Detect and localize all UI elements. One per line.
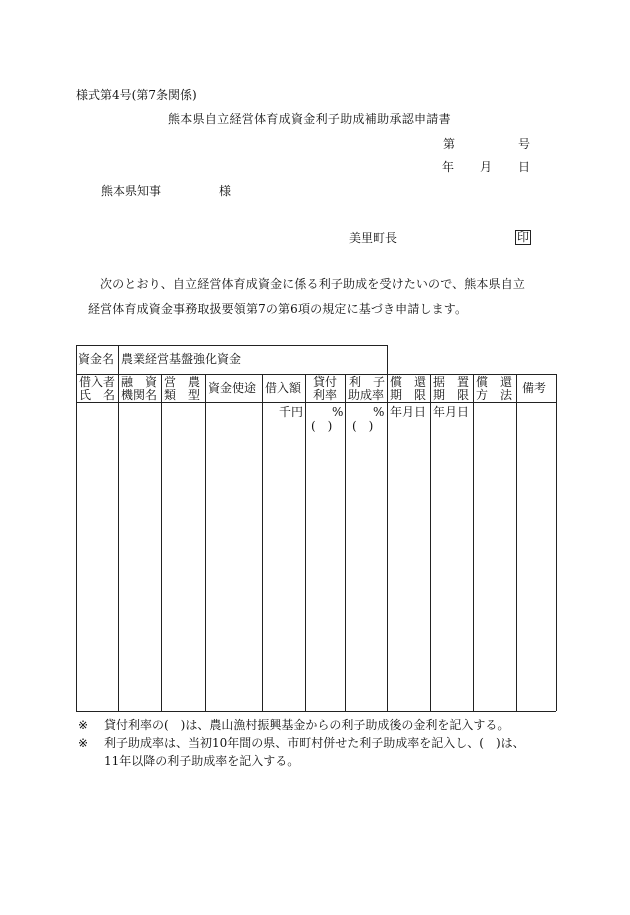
date-month: 月 bbox=[480, 160, 493, 174]
unit-grace-date: 年月日 bbox=[433, 405, 470, 419]
date-day: 日 bbox=[518, 160, 531, 174]
note-1 bbox=[78, 716, 558, 734]
unit-rate-paren: ( ) bbox=[311, 419, 333, 433]
document-title: 熊本県自立経営体育成資金利子助成補助承認申請書 bbox=[168, 112, 451, 126]
col-borrower-line1: 借入者 bbox=[79, 375, 116, 389]
unit-amount: 千円 bbox=[279, 405, 304, 419]
form-number: 様式第4号(第7条関係) bbox=[76, 88, 197, 102]
col-farm-type-line2: 類 型 bbox=[164, 388, 201, 402]
body-line-1: 次のとおり、自立経営体育成資金に係る利子助成を受けたいので、熊本県自立 bbox=[100, 277, 526, 291]
note-mark: ※ bbox=[78, 736, 89, 750]
body-paragraph bbox=[76, 272, 556, 322]
col-farm-type-line1: 営 農 bbox=[164, 375, 201, 389]
addressee-honorific: 様 bbox=[219, 184, 232, 198]
note-1-text: 貸付利率の( )は、農山漁村振興基金からの利子助成後の金利を記入する。 bbox=[104, 718, 510, 732]
col-repay-method-line1: 償 還 bbox=[476, 375, 513, 389]
number-prefix: 第 bbox=[443, 137, 456, 151]
unit-repay-date: 年月日 bbox=[390, 405, 427, 419]
col-grace-deadline-line1: 据 置 bbox=[433, 375, 470, 389]
body-line-2: 経営体育成資金事務取扱要領第7の第6項の規定に基づき申請します。 bbox=[88, 302, 468, 316]
seal-mark: 印 bbox=[517, 230, 530, 244]
col-repay-deadline-line2: 期 限 bbox=[390, 388, 427, 402]
note-2-text-line1: 利子助成率は、当初10年間の県、市町村併せた利子助成率を記入し、( )は、 bbox=[104, 736, 525, 750]
notes-section bbox=[78, 716, 558, 770]
col-lender-line2: 機関名 bbox=[121, 388, 158, 402]
date-year: 年 bbox=[442, 160, 455, 174]
number-suffix: 号 bbox=[518, 137, 531, 151]
col-loan-amount: 借入額 bbox=[265, 381, 302, 395]
col-loan-rate-line2: 利率 bbox=[313, 388, 338, 402]
applicant-label: 美里町長 bbox=[349, 231, 398, 245]
col-subsidy-rate-line1: 利 子 bbox=[349, 375, 386, 389]
addressee-label: 熊本県知事 bbox=[101, 184, 162, 198]
unit-subsidy-percent: % bbox=[373, 405, 385, 419]
note-2 bbox=[78, 734, 558, 752]
col-lender-line1: 融 資 bbox=[121, 375, 158, 389]
col-borrower-line2: 氏 名 bbox=[79, 388, 116, 402]
fund-name-value: 農業経営基盤強化資金 bbox=[121, 352, 242, 366]
unit-rate-percent: % bbox=[332, 405, 344, 419]
col-subsidy-rate-line2: 助成率 bbox=[348, 388, 385, 402]
col-fund-use: 資金使途 bbox=[208, 381, 257, 395]
note-mark: ※ bbox=[78, 718, 89, 732]
col-grace-deadline-line2: 期 限 bbox=[433, 388, 470, 402]
fund-name-label: 資金名 bbox=[78, 352, 115, 366]
col-repay-method-line2: 方 法 bbox=[476, 388, 513, 402]
col-repay-deadline-line1: 償 還 bbox=[390, 375, 427, 389]
unit-subsidy-paren: ( ) bbox=[352, 419, 374, 433]
note-2-text-line2: 11年以降の利子助成率を記入する。 bbox=[104, 754, 300, 768]
col-remarks: 備考 bbox=[522, 381, 547, 395]
col-loan-rate-line1: 貸付 bbox=[313, 375, 338, 389]
